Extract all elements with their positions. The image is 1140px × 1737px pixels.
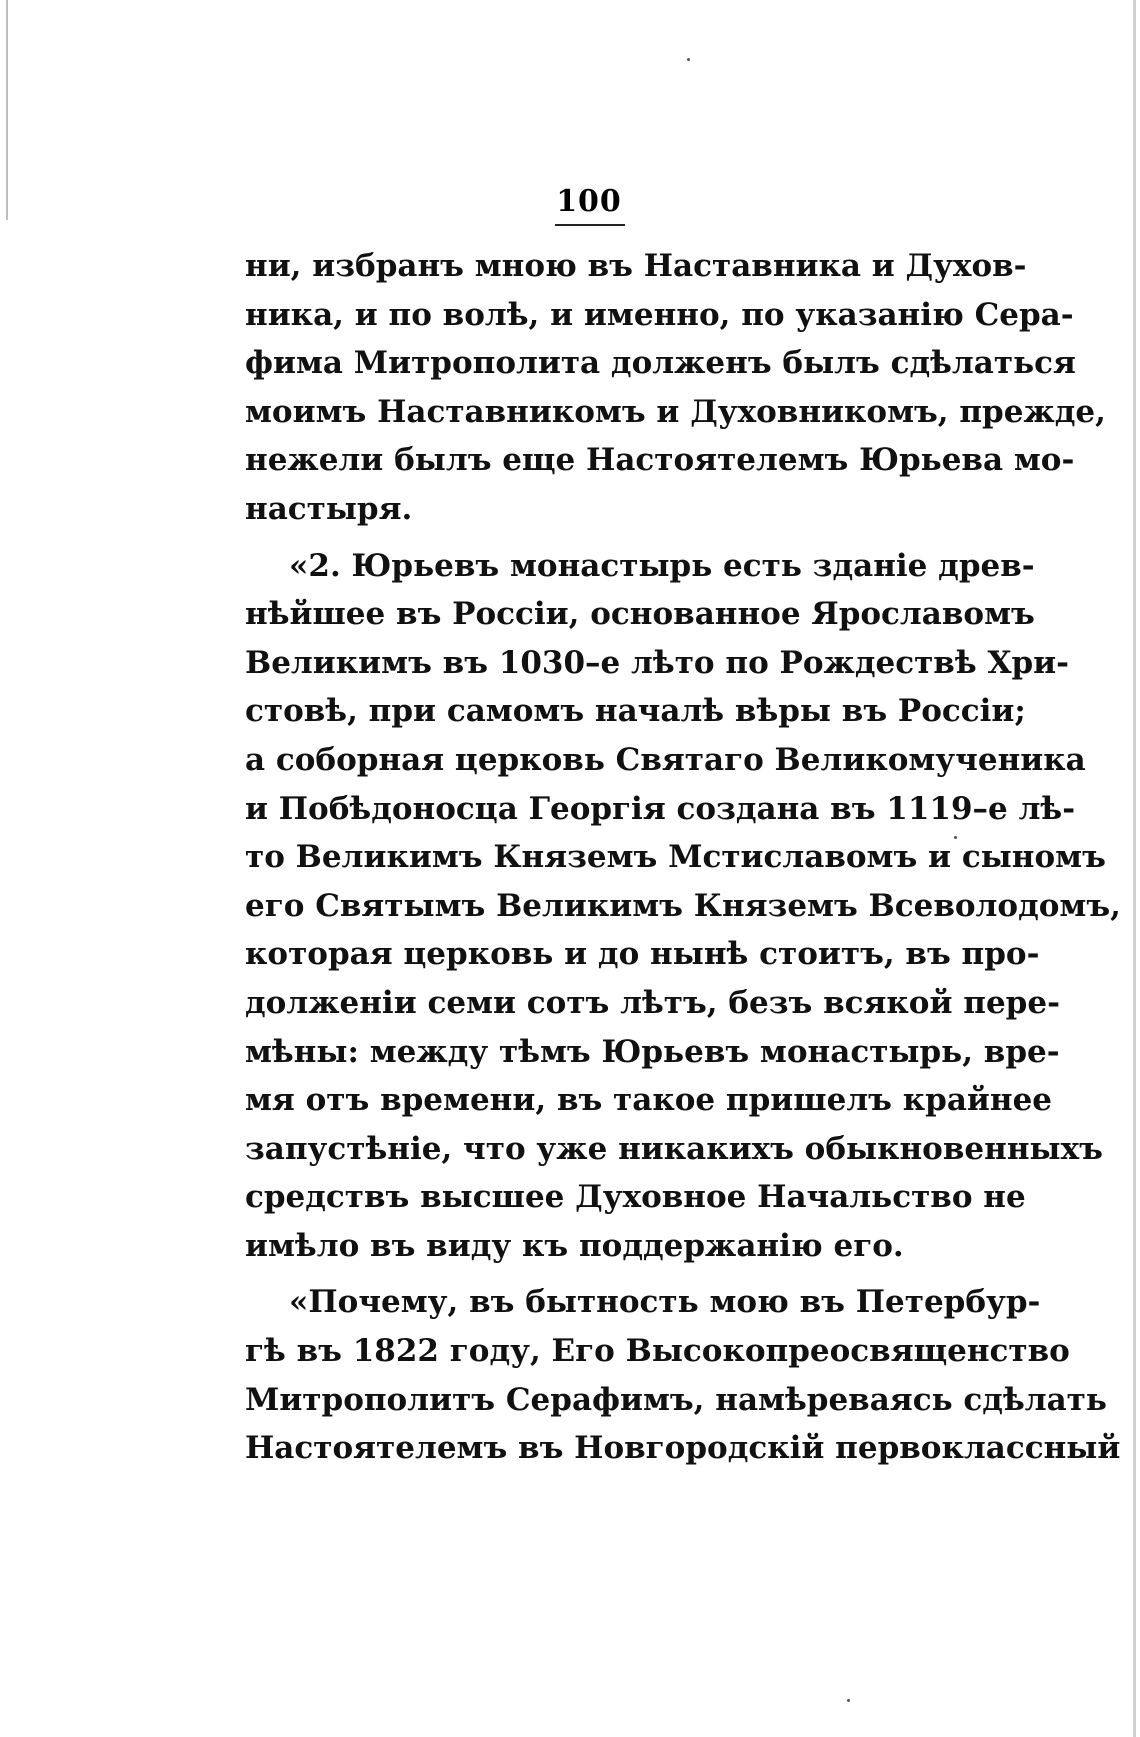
text-line: фима Митрополита долженъ былъ сдѣлаться bbox=[245, 345, 1076, 382]
text-line: «2. Юрьевъ монастырь есть зданіе древ- bbox=[289, 547, 1035, 584]
body-text bbox=[245, 242, 1121, 1473]
text-line: «Почему, въ бытность мою въ Петербур- bbox=[289, 1284, 1041, 1321]
text-line: имѣло въ виду къ поддержанію его. bbox=[245, 1227, 904, 1264]
text-line: мѣны: между тѣмъ Юрьевъ монастырь, вре- bbox=[245, 1033, 1060, 1070]
ink-speck bbox=[847, 1699, 850, 1702]
text-line: стовѣ, при самомъ началѣ вѣры въ Россіи; bbox=[245, 693, 1026, 730]
text-line: гѣ въ 1822 году, Его Высокопреосвященство bbox=[245, 1333, 1070, 1370]
text-line: мя отъ времени, въ такое пришелъ крайнее bbox=[245, 1082, 1053, 1119]
text-line: ника, и по волѣ, и именно, по указанію Сера- bbox=[245, 296, 1074, 333]
ink-speck bbox=[687, 58, 690, 61]
text-line: ни, избранъ мною въ Наставника и Духов- bbox=[245, 248, 1027, 284]
text-line: нѣйшее въ Россіи, основанное Ярославомъ bbox=[245, 596, 1035, 633]
text-line: настыря. bbox=[245, 490, 413, 527]
paragraph-gap bbox=[245, 1270, 947, 1278]
text-line: нежели былъ еще Настоятелемъ Юрьева мо- bbox=[245, 442, 1075, 479]
page-left-edge bbox=[6, 0, 8, 220]
text-line: Великимъ въ 1030–е лѣто по Рождествѣ Хри- bbox=[245, 644, 1070, 681]
page-number-underline bbox=[555, 224, 625, 226]
paragraph-gap bbox=[245, 534, 947, 542]
text-line: средствъ высшее Духовное Начальство не bbox=[245, 1179, 1026, 1216]
text-line: которая церковь и до нынѣ стоитъ, въ про- bbox=[245, 936, 1040, 973]
page-number: 100 bbox=[556, 184, 622, 219]
text-line: Настоятелемъ въ Новгородскій первоклассный bbox=[245, 1430, 1121, 1467]
text-line: а соборная церковь Святаго Великомученика bbox=[245, 741, 1086, 778]
text-line: моимъ Наставникомъ и Духовникомъ, прежде, bbox=[245, 393, 1106, 430]
text-line: то Великимъ Княземъ Мстиславомъ и сыномъ bbox=[245, 839, 1106, 876]
page-right-edge bbox=[1133, 0, 1136, 1737]
text-line: Митрополитъ Серафимъ, намѣреваясь сдѣлать bbox=[245, 1381, 1107, 1418]
text-line: долженіи семи сотъ лѣтъ, безъ всякой пере- bbox=[245, 984, 1060, 1021]
text-line: запустѣніе, что уже никакихъ обыкновенныхъ bbox=[245, 1130, 1103, 1167]
text-line: и Побѣдоносца Георгія создана въ 1119–е лѣ- bbox=[245, 790, 1076, 827]
text-line: его Святымъ Великимъ Княземъ Всеволодомъ, bbox=[245, 887, 1121, 924]
